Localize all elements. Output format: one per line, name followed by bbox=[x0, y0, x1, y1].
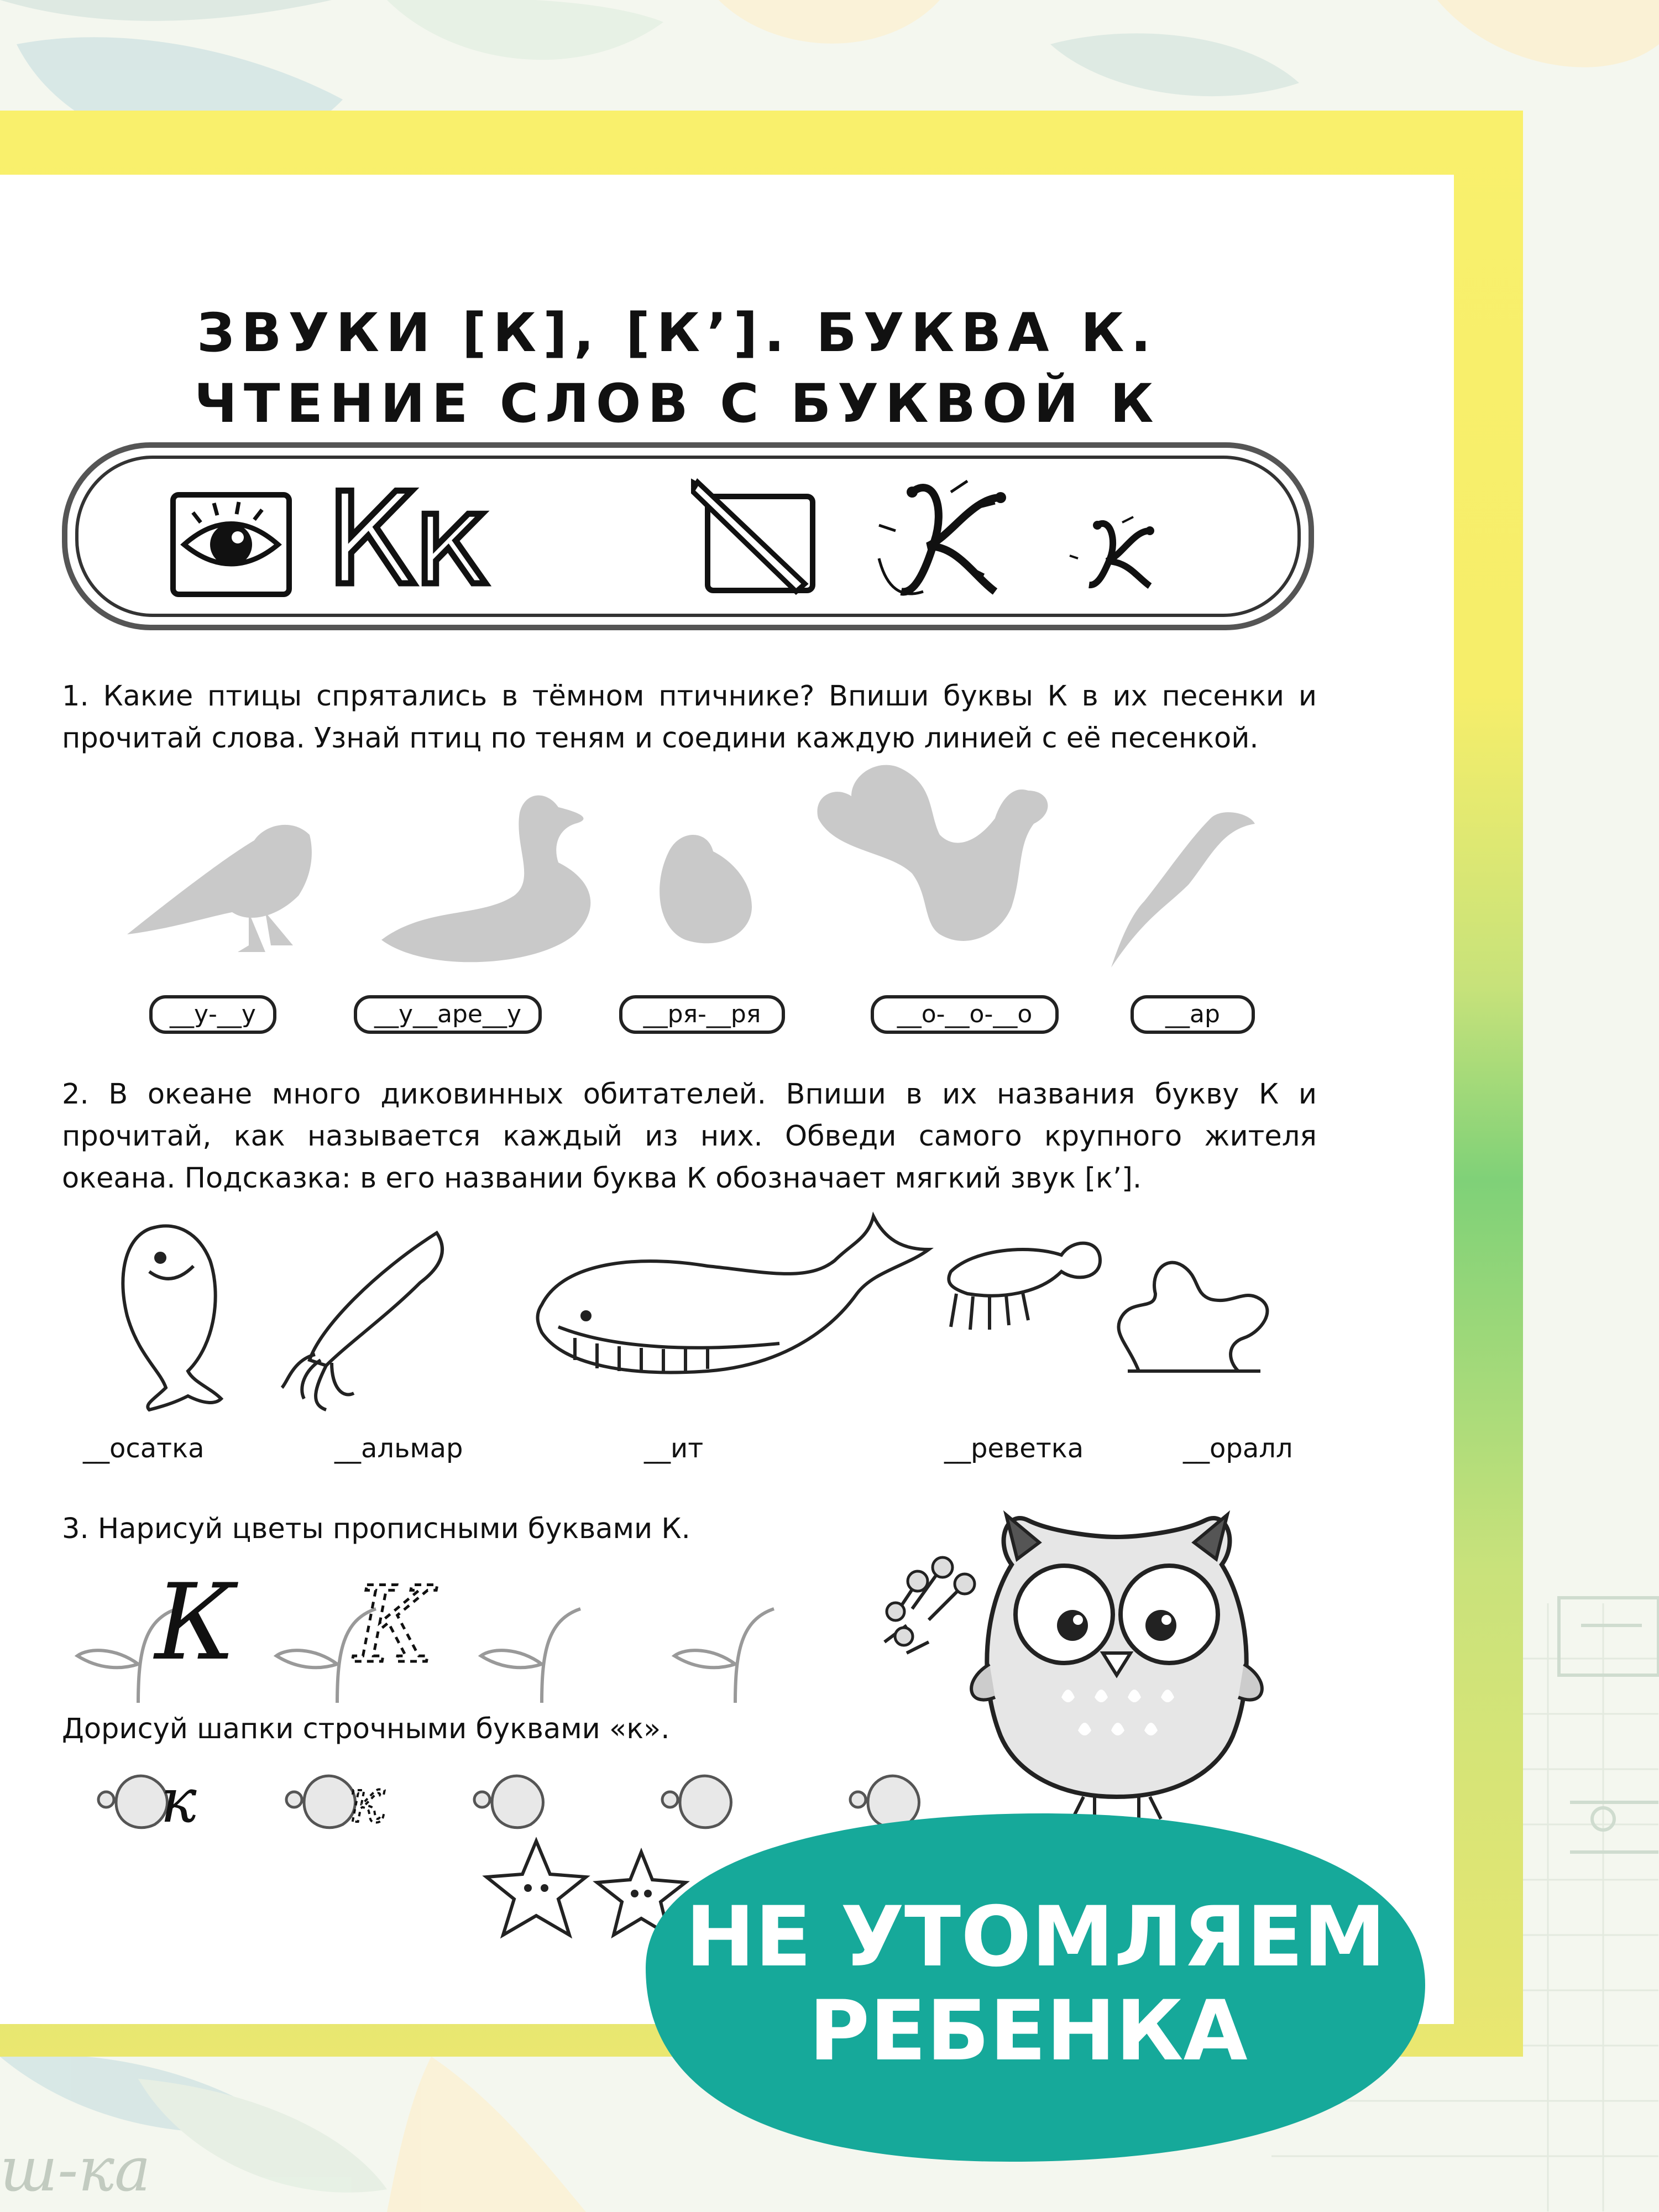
bird-silhouettes bbox=[116, 752, 1277, 973]
pen-icon bbox=[691, 474, 824, 596]
hat-cursive-k-sample: к bbox=[160, 1765, 197, 1836]
goose-silhouette bbox=[381, 796, 590, 963]
rooster-silhouette bbox=[817, 765, 1048, 962]
flower-stems bbox=[66, 1559, 868, 1714]
crow-silhouette bbox=[127, 825, 312, 952]
brand-watermark: ш-ка bbox=[0, 2134, 151, 2205]
orca-drawing bbox=[123, 1226, 221, 1410]
chip-crow-song[interactable]: __у-__у bbox=[149, 995, 276, 1034]
squid-drawing bbox=[310, 1233, 442, 1366]
shrimp-drawing bbox=[949, 1243, 1100, 1296]
title-line-2: ЧТЕНИЕ СЛОВ С БУКВОЙ К bbox=[194, 373, 1160, 435]
sea-creatures bbox=[88, 1205, 1360, 1426]
magpie-silhouette bbox=[1111, 812, 1255, 968]
owl-drawing bbox=[851, 1498, 1338, 1824]
word-whale[interactable]: __ит bbox=[644, 1433, 704, 1464]
word-coral[interactable]: __оралл bbox=[1183, 1433, 1293, 1464]
cursive-k-large-strokes-icon bbox=[862, 475, 1028, 614]
task1-text: 1. Какие птицы спрятались в тёмном птичнике? Впиши буквы К в их песенки и прочитай слова. Узнай птиц по теням и соедини каждую линией с её песенкой. bbox=[62, 680, 1317, 755]
title-line-1: ЗВУКИ [К], [К’]. БУКВА К. bbox=[197, 302, 1158, 364]
cursive-k-small-strokes-icon bbox=[1067, 514, 1166, 597]
task3-subtext: Дорисуй шапки строчными буквами «к». bbox=[62, 1713, 670, 1745]
flower-cursive-k-sample: К bbox=[155, 1561, 237, 1683]
task3-text: 3. Нарисуй цветы прописными буквами К. bbox=[62, 1513, 690, 1545]
word-squid[interactable]: __альмар bbox=[334, 1433, 463, 1464]
word-shrimp[interactable]: __реветка bbox=[944, 1433, 1084, 1464]
hen-silhouette bbox=[660, 835, 752, 962]
chip-rooster-song[interactable]: __у__аре__у bbox=[354, 995, 542, 1034]
hat-cursive-k-dotted: к bbox=[348, 1765, 385, 1836]
promo-sticker-line-1: НЕ УТОМЛЯЕМ bbox=[685, 1889, 1386, 1985]
chip-hen-song[interactable]: __ря-__ря bbox=[619, 995, 785, 1034]
coral-drawing bbox=[1118, 1263, 1267, 1371]
chip-goose-song[interactable]: __о-__о-__о bbox=[871, 995, 1059, 1034]
promo-sticker-line-2: РЕБЕНКА bbox=[809, 1983, 1248, 2079]
word-orca[interactable]: __осатка bbox=[83, 1433, 205, 1464]
flower-cursive-k-dotted: К bbox=[354, 1564, 436, 1686]
print-letters-kk: Кк bbox=[326, 466, 487, 614]
page-title bbox=[0, 297, 1354, 439]
task2-text: 2. В океане много диковинных обитателей. Впиши в их названия букву К и прочитай, как называется каждый из них. Обведи самого крупного жителя океана. Подсказка: в его названии буква К обозначает мягкий звук [к’]. bbox=[62, 1078, 1317, 1195]
chip-magpie-song[interactable]: __ар bbox=[1131, 995, 1255, 1034]
eye-icon bbox=[170, 492, 292, 597]
